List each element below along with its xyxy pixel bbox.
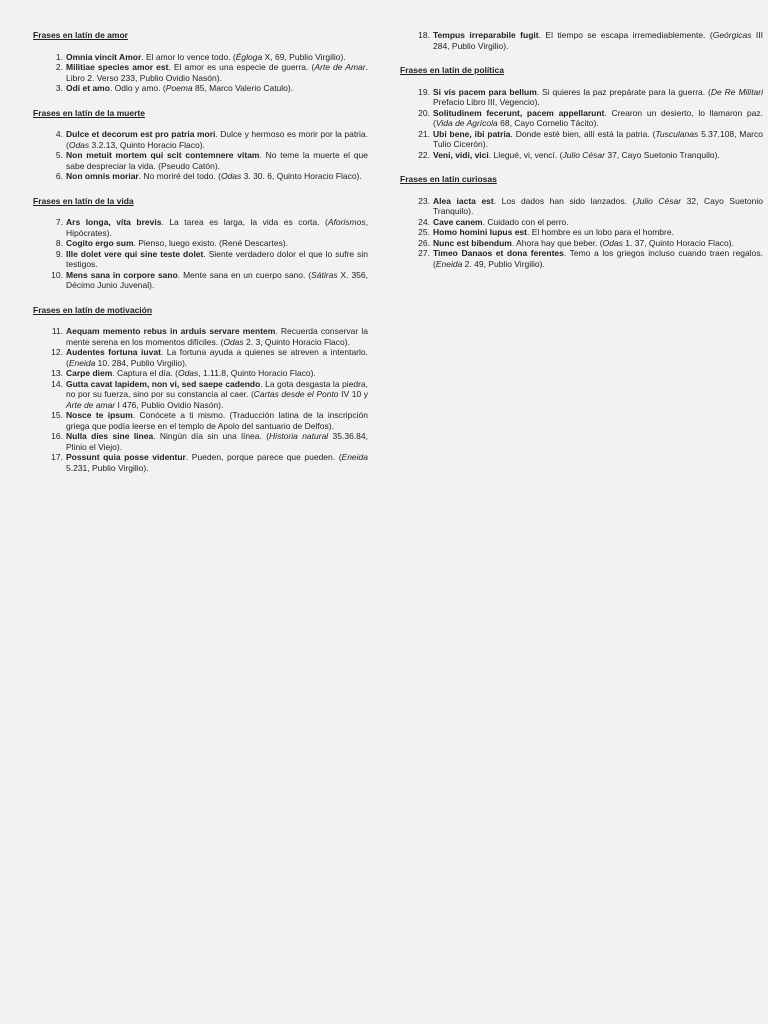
translation-text: . La tarea es larga, la vida es corta. (	[161, 217, 328, 227]
section-heading: Frases en latín curiosas	[400, 174, 497, 184]
item-number: 4.	[55, 129, 63, 139]
latin-phrase: Nosce te ipsum	[66, 410, 133, 420]
translation-text: . Ahora hay que beber. (	[511, 237, 603, 248]
phrase-list	[33, 217, 368, 291]
translation-text: X. 356, Décimo Junio Juvenal).	[66, 269, 368, 290]
list-item	[400, 129, 763, 150]
item-number: 20.	[418, 107, 430, 118]
source-title: Égloga	[235, 51, 263, 62]
source-title: Eneida	[341, 452, 368, 462]
section-heading: Frases en latín de política	[400, 65, 504, 75]
translation-text: . Captura el día. (	[112, 368, 178, 378]
source-title: Sátiras	[311, 269, 338, 280]
latin-phrase: Timeo Danaos et dona ferentes	[433, 248, 564, 258]
translation-text: . No teme la muerte el que sabe despreciar la vida. (Pseudo Catón).	[66, 150, 368, 171]
translation-text: 1. 37, Quinto Horacio Flaco).	[622, 237, 734, 248]
latin-phrase: Dulce et decorum est pro patria mori	[66, 129, 216, 139]
item-number: 9.	[55, 248, 63, 259]
translation-text: . Conócete a ti mismo. (Traducción latina de la inscripción griega que podía leerse en el templo de Apolo del santuario de Delfos).	[66, 410, 369, 431]
source-title: Poema	[165, 83, 193, 93]
source-title: Odas	[220, 171, 242, 181]
item-number: 6.	[55, 171, 63, 181]
list-item	[400, 30, 763, 51]
list-item	[33, 52, 368, 63]
translation-text: . Siente verdadero dolor el que lo sufre sin testigos.	[66, 248, 368, 269]
list-item	[33, 249, 368, 270]
translation-text: . Crearon un desierto, lo llamaron paz. (	[433, 107, 763, 128]
list-item	[33, 452, 368, 473]
source-title: Eneida	[68, 357, 96, 368]
list-item	[400, 227, 763, 238]
translation-text: , Hipócrates).	[66, 217, 368, 238]
translation-text: 2. 49, Publio Virgilio).	[462, 258, 545, 269]
list-item	[400, 248, 763, 269]
translation-text: III 284, Publio Virgilio).	[433, 30, 764, 51]
source-title: Odas	[177, 368, 199, 378]
latin-phrase: Cave canem	[433, 216, 483, 227]
left-column	[33, 30, 368, 487]
translation-text: . Recuerda conservar la mente serena en los momentos difíciles. (	[66, 326, 368, 347]
latin-phrase: Possunt quia posse videntur	[66, 452, 186, 462]
source-title: Julio César	[635, 195, 682, 206]
list-item	[33, 83, 368, 94]
latin-phrase: Solitudinem fecerunt, pacem appellarunt	[433, 107, 605, 118]
item-number: 16.	[51, 431, 63, 441]
phrase-list	[33, 129, 368, 182]
latin-phrase: Non metuit mortem qui scit contemnere vitam	[66, 150, 260, 160]
translation-text: . Pienso, luego existo. (René Descartes).	[133, 238, 289, 248]
phrase-section	[400, 30, 763, 51]
item-number: 3.	[55, 83, 63, 93]
source-title: Cartas desde el Ponto	[253, 389, 339, 399]
list-item	[33, 150, 368, 171]
translation-text: . No moriré del todo. (	[138, 171, 221, 181]
translation-text: IV 10 y	[338, 389, 368, 399]
translation-text: . El amor es una especie de guerra. (	[168, 62, 315, 72]
latin-phrase: Gutta cavat lapidem, non vi, sed saepe cadendo	[66, 378, 261, 389]
translation-text: . El hombre es un lobo para el hombre.	[526, 227, 674, 237]
list-item	[400, 238, 763, 249]
latin-phrase: Mens sana in corpore sano	[66, 269, 178, 280]
list-item	[33, 368, 368, 379]
translation-text: 35.36.84, Plinio el Viejo).	[66, 431, 368, 452]
item-number: 7.	[55, 217, 63, 227]
translation-text: . Ningún día sin una línea. (	[153, 431, 270, 441]
list-item	[400, 150, 763, 161]
phrase-list	[400, 30, 763, 51]
section-heading: Frases en latín de la vida	[33, 195, 134, 206]
source-title: Arte de amar	[66, 399, 116, 410]
phrase-list	[400, 196, 763, 270]
translation-text: 3. 30. 6, Quinto Horacio Flaco).	[241, 171, 362, 181]
source-title: Vida de Agrícola	[435, 118, 498, 128]
section-heading: Frases en latín de amor	[33, 30, 128, 40]
translation-text: X, 69, Publio Virgilio).	[262, 51, 346, 62]
item-number: 10.	[51, 269, 63, 280]
list-item	[33, 379, 368, 411]
item-number: 27.	[418, 248, 430, 258]
item-number: 25.	[418, 227, 430, 237]
translation-text: . Si quieres la paz prepárate para la guerra. (	[536, 86, 711, 97]
translation-text: . Pueden, porque parece que pueden. (	[185, 452, 342, 462]
latin-phrase: Ubi bene, ibi patria	[433, 128, 511, 139]
item-number: 21.	[418, 128, 430, 139]
translation-text: 85, Marco Valerio Catulo).	[192, 83, 294, 93]
latin-phrase: Tempus irreparabile fugit	[433, 30, 539, 40]
item-number: 15.	[51, 410, 63, 420]
item-number: 19.	[418, 86, 430, 97]
translation-text: 32, Cayo Suetonio Tranquilo).	[433, 195, 763, 216]
translation-text: . La fortuna ayuda a quienes se atreven a intentarlo. (	[66, 347, 368, 368]
list-item	[400, 196, 763, 217]
latin-phrase: Odi et amo	[66, 83, 110, 93]
latin-phrase: Militiae species amor est	[66, 62, 169, 72]
source-title: Odas	[223, 336, 244, 347]
list-item	[400, 87, 763, 108]
list-item	[33, 347, 368, 368]
latin-phrase: Alea iacta est	[433, 195, 494, 206]
latin-phrase: Nunc est bibendum	[433, 237, 512, 248]
latin-phrase: Omnia vincit Amor	[66, 51, 142, 62]
list-item	[33, 217, 368, 238]
list-item	[33, 238, 368, 249]
latin-phrase: Cogito ergo sum	[66, 238, 134, 248]
source-title: Odas	[68, 139, 90, 150]
list-item	[33, 410, 368, 431]
list-item	[33, 270, 368, 291]
phrase-section	[33, 196, 368, 291]
source-title: Arte de Amar	[314, 62, 366, 72]
section-heading: Frases en latín de la muerte	[33, 107, 145, 118]
latin-phrase: Aequam memento rebus in arduis servare mentem	[66, 326, 276, 336]
translation-text: . Los dados han sido lanzados. (	[493, 195, 636, 206]
source-title: Julio César	[562, 149, 605, 160]
source-title: Odas	[602, 237, 623, 248]
latin-phrase: Nulla dies sine linea	[66, 431, 154, 441]
item-number: 18.	[418, 30, 430, 40]
right-column	[400, 30, 763, 283]
section-heading: Frases en latín de motivación	[33, 304, 153, 315]
latin-phrase: Carpe diem	[66, 368, 113, 378]
phrase-section	[400, 174, 763, 269]
latin-phrase: Si vis pacem para bellum	[433, 86, 537, 97]
item-number: 14.	[51, 378, 63, 389]
item-number: 24.	[418, 216, 430, 227]
source-title: De Re Militari	[710, 86, 763, 97]
item-number: 5.	[55, 150, 63, 160]
phrase-list	[33, 326, 368, 473]
list-item	[33, 326, 368, 347]
item-number: 8.	[55, 238, 63, 248]
phrase-section	[33, 30, 368, 94]
list-item	[33, 129, 368, 150]
list-item	[400, 217, 763, 228]
translation-text: . Mente sana en un cuerpo sano. (	[177, 269, 312, 280]
translation-text: . El tiempo se escapa irremediablemente. (	[538, 30, 713, 40]
translation-text: . Odio y amo. (	[109, 83, 166, 93]
item-number: 13.	[51, 368, 63, 378]
latin-phrase: Audentes fortuna iuvat	[66, 347, 161, 357]
phrase-section	[400, 65, 763, 160]
phrase-list	[400, 87, 763, 161]
list-item	[400, 108, 763, 129]
item-number: 17.	[51, 452, 63, 462]
translation-text: 2. 3, Quinto Horacio Flaco).	[243, 336, 350, 347]
translation-text: . Libro 2. Verso 233, Publio Ovidio Nasón).	[66, 62, 368, 83]
translation-text: . El amor lo vence todo. (	[141, 51, 236, 62]
translation-text: 5.37.108, Marco Tulio Cicerón).	[433, 128, 763, 149]
translation-text: Prefacio Libro III, Vegencio).	[433, 97, 540, 107]
translation-text: . Donde esté bien, allí está la patria. (	[510, 128, 656, 139]
item-number: 23.	[418, 195, 430, 206]
phrase-section	[33, 305, 368, 474]
source-title: Aforismos	[327, 217, 366, 227]
latin-phrase: Homo homini lupus est	[433, 227, 527, 237]
item-number: 26.	[418, 237, 430, 248]
translation-text: I 476, Publio Ovidio Nasón).	[115, 399, 224, 410]
list-item	[33, 431, 368, 452]
source-title: Historia natural	[269, 431, 329, 441]
phrase-section	[33, 108, 368, 182]
latin-phrase: Ille dolet vere qui sine teste dolet	[66, 248, 204, 259]
translation-text: . Cuidado con el perro.	[482, 216, 569, 227]
translation-text: . Temo a los griegos incluso cuando traen regalos. (	[433, 248, 763, 269]
list-item	[33, 171, 368, 182]
phrase-list	[33, 52, 368, 94]
item-number: 2.	[55, 62, 63, 72]
item-number: 22.	[418, 149, 430, 160]
latin-phrase: Non omnis moriar	[66, 171, 139, 181]
translation-text: 68, Cayo Cornelio Tácito).	[497, 118, 599, 128]
item-number: 1.	[55, 51, 63, 62]
latin-phrase: Ars longa, vita brevis	[66, 217, 162, 227]
source-title: Eneida	[435, 258, 463, 269]
translation-text: 5.231, Publio Virgilio).	[66, 462, 149, 473]
translation-text: . Llegué, vi, vencí. (	[488, 149, 563, 160]
item-number: 12.	[51, 347, 63, 357]
list-item	[33, 62, 368, 83]
source-title: Geórgicas	[712, 30, 752, 40]
translation-text: . Dulce y hermoso es morir por la patria. (	[66, 129, 368, 150]
latin-phrase: Veni, vidi, vici	[433, 149, 489, 160]
source-title: Tusculanas	[655, 128, 699, 139]
translation-text: . La gota desgasta la piedra, no por su fuerza, sino por su constancia al caer. (	[66, 378, 368, 399]
translation-text: 37, Cayo Suetonio Tranquilo).	[604, 149, 720, 160]
translation-text: 3.2.13, Quinto Horacio Flaco).	[89, 139, 205, 150]
translation-text: , 1.11.8, Quinto Horacio Flaco).	[198, 368, 316, 378]
translation-text: 10. 284, Publio Virgilio).	[95, 357, 188, 368]
item-number: 11.	[51, 326, 63, 336]
